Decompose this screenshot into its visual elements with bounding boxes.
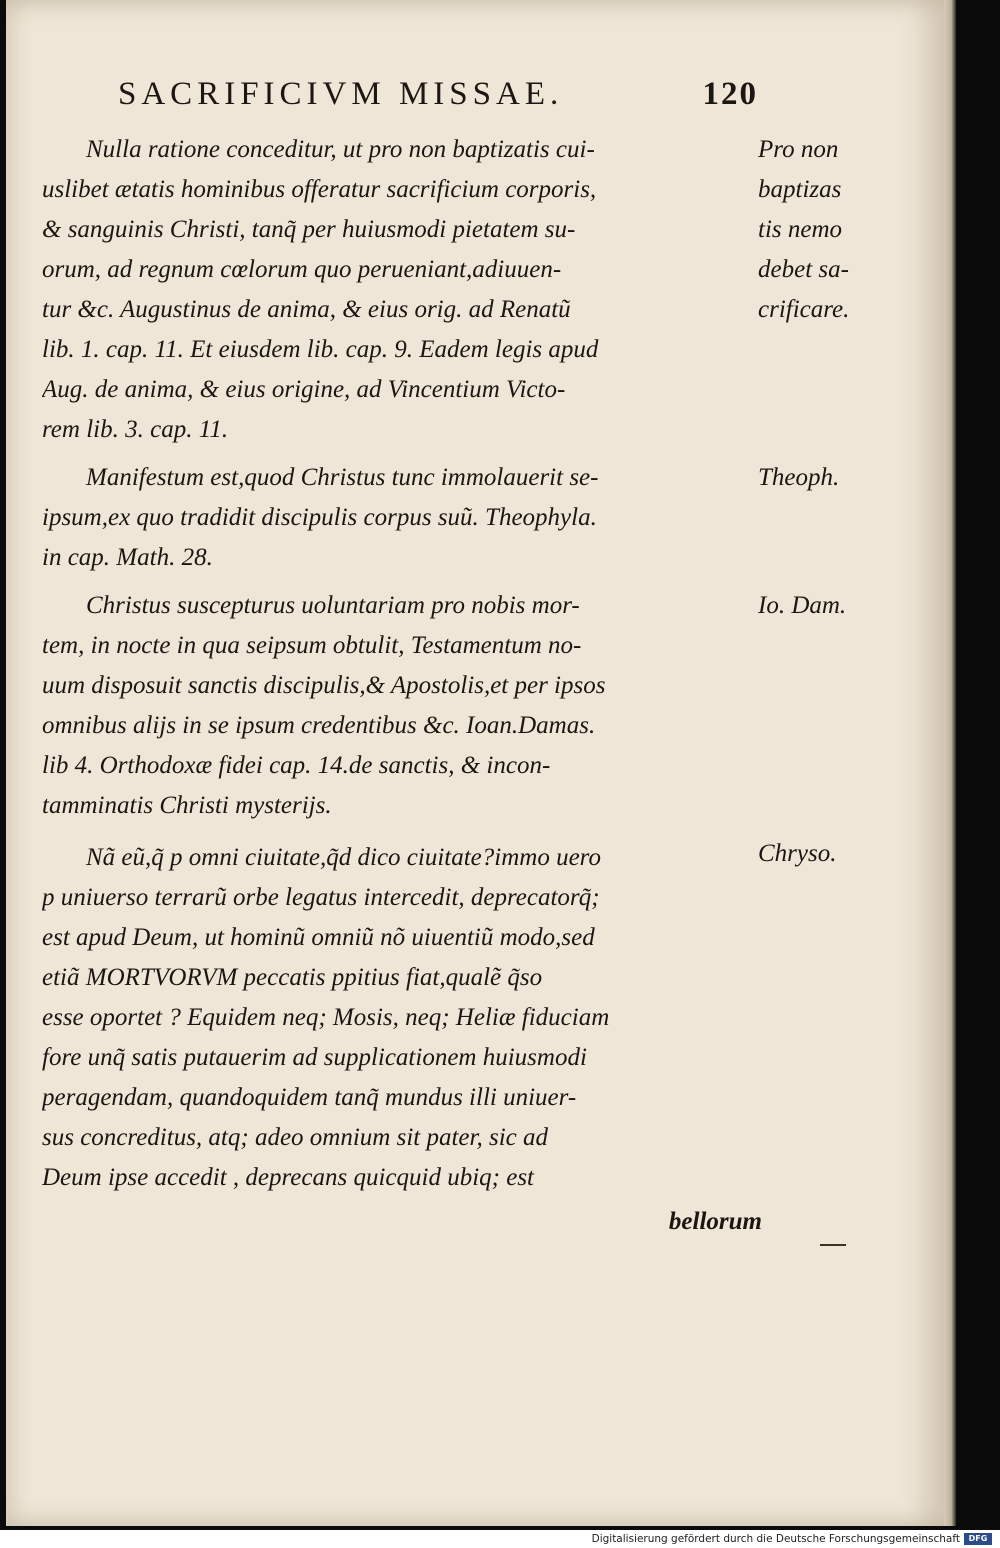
- text-line: ipsum,ex quo tradidit discipulis corpus suũ. Theophyla.: [42, 504, 597, 531]
- footer-bar: [0, 1530, 1000, 1548]
- dfg-logo: DFG: [964, 1533, 992, 1545]
- running-head: SACRIFICIVM MISSAE.: [118, 76, 564, 112]
- text-line: Manifestum est,quod Christus tunc immolauerit se-: [86, 464, 599, 491]
- page-header: [118, 76, 758, 120]
- text-line: & sanguinis Christi, tanq̃ per huiusmodi pietatem su-: [42, 216, 576, 243]
- text-line: etiã MORTVORVM peccatis ppitius fiat,qualẽ q̃so: [42, 964, 543, 991]
- margin-line: tis nemo: [758, 216, 843, 243]
- margin-line: debet sa-: [758, 256, 849, 283]
- text-line: esse oportet ? Equidem neq; Mosis, neq; Heliæ fiduciam: [42, 1004, 610, 1031]
- page-edge: [944, 0, 956, 1526]
- text-line: orum, ad regnum cœlorum quo perueniant,adiuuen-: [42, 256, 562, 283]
- text-line: omnibus alijs in se ipsum credentibus &c. Ioan.Damas.: [42, 712, 596, 739]
- text-line: Nulla ratione conceditur, ut pro non baptizatis cui-: [86, 136, 595, 163]
- text-line: peragendam, quandoquidem tanq̃ mundus illi uniuer-: [42, 1084, 577, 1111]
- text-line: lib. 1. cap. 11. Et eiusdem lib. cap. 9. Eadem legis apud: [42, 336, 599, 363]
- funding-credit: Digitalisierung gefördert durch die Deutsche Forschungsgemeinschaft: [591, 1533, 960, 1545]
- text-line: Christus suscepturus uoluntariam pro nobis mor-: [86, 592, 580, 619]
- margin-line: baptizas: [758, 176, 842, 203]
- text-line: lib 4. Orthodoxæ fidei cap. 14.de sanctis, & incon-: [42, 752, 551, 779]
- pencil-mark: [820, 1244, 846, 1246]
- text-line: Deum ipse accedit , deprecans quicquid ubiq; est: [42, 1164, 535, 1191]
- margin-note-theophylact: Theoph.: [758, 464, 840, 491]
- margin-note-damascene: Io. Dam.: [758, 592, 847, 619]
- margin-line: Pro non: [758, 136, 839, 163]
- text-line: p uniuerso terrarũ orbe legatus intercedit, deprecatorq̃;: [42, 884, 600, 911]
- text-line: Aug. de anima, & eius origine, ad Vincentium Victo-: [42, 376, 566, 403]
- text-line: sus concreditus, atq; adeo omnium sit pater, sic ad: [42, 1124, 548, 1151]
- text-line: est apud Deum, ut hominũ omniũ nõ uiuentiũ modo,sed: [42, 924, 595, 951]
- text-line: uslibet ætatis hominibus offeratur sacrificium corporis,: [42, 176, 597, 203]
- margin-note-chrysostom: Chryso.: [758, 840, 837, 867]
- text-line: tem, in nocte in qua seipsum obtulit, Testamentum no-: [42, 632, 582, 659]
- text-line: uum disposuit sanctis discipulis,& Apostolis,et per ipsos: [42, 672, 606, 699]
- folio-number: 120: [702, 76, 758, 112]
- text-line: fore unq̃ satis putauerim ad supplicationem huiusmodi: [42, 1044, 587, 1071]
- text-line: Nã eũ,q̃ p omni ciuitate,q̃d dico ciuitate?immo uero: [86, 844, 601, 871]
- text-line: tamminatis Christi mysterijs.: [42, 792, 332, 819]
- margin-line: crificare.: [758, 296, 850, 323]
- text-line: in cap. Math. 28.: [42, 544, 213, 571]
- text-line: rem lib. 3. cap. 11.: [42, 416, 229, 443]
- catchword: bellorum: [668, 1208, 762, 1235]
- text-line: tur &c. Augustinus de anima, & eius orig. ad Renatũ: [42, 296, 571, 323]
